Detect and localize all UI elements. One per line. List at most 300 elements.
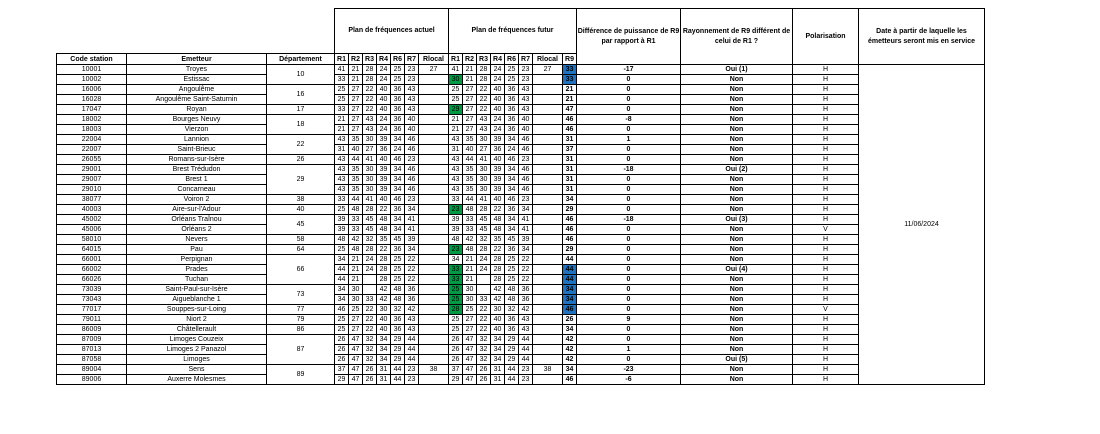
code-station-cell: 10001 <box>57 65 127 75</box>
futur-freq-cell: 25 <box>505 65 519 75</box>
rayonnement-cell: Non <box>681 95 793 105</box>
futur-freq-cell: 23 <box>519 195 533 205</box>
date-service-cell: 11/06/2024 <box>859 65 985 385</box>
table-row <box>57 125 985 135</box>
futur-r9-cell: 42 <box>563 335 577 345</box>
rayonnement-cell: Non <box>681 205 793 215</box>
actuel-freq-cell: 36 <box>405 295 419 305</box>
futur-freq-cell <box>533 165 563 175</box>
actuel-freq-cell: 37 <box>335 365 349 375</box>
futur-r9-cell: 21 <box>563 85 577 95</box>
rayonnement-cell: Non <box>681 255 793 265</box>
futur-freq-cell: 35 <box>463 165 477 175</box>
polarisation-cell: H <box>793 205 859 215</box>
code-station-cell: 18002 <box>57 115 127 125</box>
actuel-freq-cell: 43 <box>335 165 349 175</box>
futur-freq-cell: 44 <box>463 155 477 165</box>
actuel-freq-cell <box>419 265 449 275</box>
rayonnement-cell: Non <box>681 185 793 195</box>
futur-freq-cell: 46 <box>519 175 533 185</box>
difference-cell: 0 <box>577 305 681 315</box>
futur-freq-cell: 34 <box>449 255 463 265</box>
header-futur-r2: R2 <box>463 54 477 65</box>
actuel-freq-cell: 34 <box>377 345 391 355</box>
futur-freq-cell: 28 <box>477 205 491 215</box>
actuel-freq-cell: 33 <box>349 225 363 235</box>
actuel-freq-cell: 47 <box>349 375 363 385</box>
table-row <box>57 315 985 325</box>
code-station-cell: 16006 <box>57 85 127 95</box>
actuel-freq-cell <box>363 285 377 295</box>
futur-freq-cell <box>533 375 563 385</box>
futur-r9-cell: 31 <box>563 135 577 145</box>
futur-freq-cell <box>533 315 563 325</box>
rayonnement-cell: Oui (4) <box>681 265 793 275</box>
departement-cell: 58 <box>267 235 335 245</box>
futur-freq-cell: 33 <box>477 295 491 305</box>
futur-freq-cell: 42 <box>463 235 477 245</box>
actuel-freq-cell: 27 <box>363 145 377 155</box>
actuel-freq-cell: 43 <box>363 125 377 135</box>
code-station-cell: 58010 <box>57 235 127 245</box>
futur-freq-cell: 45 <box>477 225 491 235</box>
departement-cell: 79 <box>267 315 335 325</box>
futur-freq-cell <box>533 85 563 95</box>
actuel-freq-cell: 25 <box>391 265 405 275</box>
actuel-freq-cell: 42 <box>377 285 391 295</box>
futur-freq-cell: 27 <box>463 115 477 125</box>
code-station-cell: 29007 <box>57 175 127 185</box>
rayonnement-cell: Non <box>681 285 793 295</box>
futur-freq-cell: 28 <box>477 65 491 75</box>
futur-freq-cell: 28 <box>491 265 505 275</box>
rayonnement-cell: Non <box>681 145 793 155</box>
futur-r9-cell: 46 <box>563 225 577 235</box>
actuel-freq-cell: 48 <box>377 225 391 235</box>
actuel-freq-cell <box>419 345 449 355</box>
futur-freq-cell: 42 <box>491 285 505 295</box>
futur-freq-cell: 25 <box>449 315 463 325</box>
actuel-freq-cell: 24 <box>391 145 405 155</box>
actuel-freq-cell <box>419 105 449 115</box>
futur-freq-cell: 46 <box>519 135 533 145</box>
futur-freq-cell: 40 <box>519 125 533 135</box>
actuel-freq-cell: 35 <box>349 185 363 195</box>
table-row <box>57 305 985 315</box>
actuel-freq-cell: 23 <box>405 375 419 385</box>
emetteur-cell: Estissac <box>127 75 267 85</box>
polarisation-cell: H <box>793 95 859 105</box>
actuel-freq-cell: 39 <box>377 165 391 175</box>
rayonnement-cell: Non <box>681 335 793 345</box>
futur-freq-cell: 21 <box>463 75 477 85</box>
actuel-freq-cell: 34 <box>391 215 405 225</box>
actuel-freq-cell <box>419 225 449 235</box>
actuel-freq-cell: 40 <box>405 115 419 125</box>
futur-freq-cell: 36 <box>505 105 519 115</box>
futur-freq-cell: 25 <box>463 305 477 315</box>
actuel-freq-cell: 41 <box>363 155 377 165</box>
futur-r9-cell: 26 <box>563 315 577 325</box>
futur-freq-cell: 44 <box>519 355 533 365</box>
polarisation-cell: H <box>793 155 859 165</box>
emetteur-cell: Angoulême <box>127 85 267 95</box>
code-station-cell: 77017 <box>57 305 127 315</box>
emetteur-cell: Limoges Couzeix <box>127 335 267 345</box>
polarisation-cell: H <box>793 275 859 285</box>
futur-freq-cell: 35 <box>491 235 505 245</box>
emetteur-cell: Sens <box>127 365 267 375</box>
actuel-freq-cell: 44 <box>391 365 405 375</box>
actuel-freq-cell: 25 <box>391 255 405 265</box>
futur-r9-cell: 46 <box>563 125 577 135</box>
futur-r9-cell: 46 <box>563 305 577 315</box>
header-actuel-r4: R4 <box>377 54 391 65</box>
futur-freq-cell: 28 <box>477 75 491 85</box>
futur-freq-cell: 38 <box>533 365 563 375</box>
actuel-freq-cell: 41 <box>335 65 349 75</box>
futur-freq-cell: 40 <box>463 145 477 155</box>
actuel-freq-cell: 26 <box>335 335 349 345</box>
futur-freq-cell: 24 <box>491 75 505 85</box>
rayonnement-cell: Non <box>681 315 793 325</box>
futur-freq-cell: 24 <box>477 255 491 265</box>
futur-freq-cell: 45 <box>477 215 491 225</box>
difference-cell: 0 <box>577 205 681 215</box>
futur-freq-cell: 32 <box>477 345 491 355</box>
futur-r9-cell: 29 <box>563 245 577 255</box>
actuel-freq-cell: 30 <box>363 135 377 145</box>
futur-freq-cell: 33 <box>449 265 463 275</box>
futur-freq-cell: 29 <box>505 345 519 355</box>
futur-freq-cell: 26 <box>477 375 491 385</box>
difference-cell: 0 <box>577 285 681 295</box>
futur-freq-cell: 27 <box>477 145 491 155</box>
actuel-freq-cell: 44 <box>349 195 363 205</box>
difference-cell: 1 <box>577 345 681 355</box>
actuel-freq-cell: 44 <box>335 275 349 285</box>
actuel-freq-cell: 43 <box>405 85 419 95</box>
header-futur-r6: R6 <box>505 54 519 65</box>
rayonnement-cell: Non <box>681 85 793 95</box>
futur-freq-cell: 39 <box>449 225 463 235</box>
departement-cell: 86 <box>267 325 335 335</box>
futur-r9-cell: 29 <box>563 205 577 215</box>
futur-freq-cell <box>533 195 563 205</box>
actuel-freq-cell: 22 <box>363 95 377 105</box>
actuel-freq-cell: 28 <box>377 275 391 285</box>
futur-freq-cell: 47 <box>463 365 477 375</box>
actuel-freq-cell: 45 <box>363 215 377 225</box>
futur-freq-cell: 41 <box>519 215 533 225</box>
actuel-freq-cell: 42 <box>349 235 363 245</box>
table-row <box>57 295 985 305</box>
polarisation-cell: H <box>793 365 859 375</box>
futur-freq-cell: 34 <box>505 165 519 175</box>
header-actuel-rlocal: Rlocal <box>419 54 449 65</box>
futur-freq-cell: 43 <box>449 165 463 175</box>
futur-freq-cell: 30 <box>477 165 491 175</box>
actuel-freq-cell: 21 <box>349 65 363 75</box>
actuel-freq-cell: 30 <box>377 305 391 315</box>
actuel-freq-cell: 46 <box>405 165 419 175</box>
actuel-freq-cell: 36 <box>391 315 405 325</box>
code-station-cell: 64015 <box>57 245 127 255</box>
rayonnement-cell: Non <box>681 365 793 375</box>
emetteur-cell: Nevers <box>127 235 267 245</box>
difference-cell: 0 <box>577 155 681 165</box>
futur-r9-cell: 34 <box>563 295 577 305</box>
actuel-freq-cell: 43 <box>335 155 349 165</box>
actuel-freq-cell: 34 <box>405 205 419 215</box>
polarisation-cell: H <box>793 75 859 85</box>
difference-cell: -6 <box>577 375 681 385</box>
futur-freq-cell: 23 <box>449 245 463 255</box>
difference-cell: 0 <box>577 265 681 275</box>
actuel-freq-cell: 32 <box>363 345 377 355</box>
futur-r9-cell: 33 <box>563 75 577 85</box>
actuel-freq-cell <box>419 145 449 155</box>
futur-r9-cell: 44 <box>563 275 577 285</box>
actuel-freq-cell: 36 <box>391 95 405 105</box>
actuel-freq-cell: 24 <box>377 75 391 85</box>
futur-r9-cell: 37 <box>563 145 577 155</box>
futur-freq-cell: 30 <box>463 285 477 295</box>
actuel-freq-cell: 28 <box>363 75 377 85</box>
table-row <box>57 185 985 195</box>
difference-cell: -23 <box>577 365 681 375</box>
code-station-cell: 45006 <box>57 225 127 235</box>
actuel-freq-cell: 39 <box>377 175 391 185</box>
actuel-freq-cell: 36 <box>391 85 405 95</box>
actuel-freq-cell: 48 <box>349 205 363 215</box>
polarisation-cell: H <box>793 325 859 335</box>
code-station-cell: 29001 <box>57 165 127 175</box>
actuel-freq-cell: 43 <box>405 315 419 325</box>
futur-freq-cell <box>533 345 563 355</box>
code-station-cell: 45002 <box>57 215 127 225</box>
emetteur-cell: Niort 2 <box>127 315 267 325</box>
futur-r9-cell: 46 <box>563 215 577 225</box>
futur-freq-cell: 43 <box>449 185 463 195</box>
difference-cell: 0 <box>577 85 681 95</box>
difference-cell: 0 <box>577 255 681 265</box>
polarisation-cell: H <box>793 85 859 95</box>
futur-freq-cell: 23 <box>519 155 533 165</box>
rayonnement-cell: Non <box>681 245 793 255</box>
actuel-freq-cell: 29 <box>391 355 405 365</box>
actuel-freq-cell <box>363 275 377 285</box>
actuel-freq-cell <box>419 245 449 255</box>
actuel-freq-cell: 43 <box>363 115 377 125</box>
actuel-freq-cell: 35 <box>349 175 363 185</box>
futur-freq-cell: 30 <box>491 305 505 315</box>
code-station-cell: 66026 <box>57 275 127 285</box>
polarisation-cell: H <box>793 65 859 75</box>
futur-freq-cell: 47 <box>463 375 477 385</box>
polarisation-cell: H <box>793 255 859 265</box>
futur-freq-cell: 44 <box>463 195 477 205</box>
futur-freq-cell: 21 <box>449 125 463 135</box>
futur-freq-cell: 26 <box>449 345 463 355</box>
actuel-freq-cell: 28 <box>363 65 377 75</box>
actuel-freq-cell: 48 <box>335 235 349 245</box>
futur-freq-cell <box>533 145 563 155</box>
futur-freq-cell: 39 <box>449 215 463 225</box>
actuel-freq-cell: 23 <box>405 365 419 375</box>
emetteur-cell: Orléans Traînou <box>127 215 267 225</box>
futur-freq-cell: 48 <box>491 215 505 225</box>
actuel-freq-cell: 48 <box>391 295 405 305</box>
actuel-freq-cell: 21 <box>349 275 363 285</box>
table-row <box>57 235 985 245</box>
futur-freq-cell: 34 <box>505 175 519 185</box>
header-actuel-r2: R2 <box>349 54 363 65</box>
futur-freq-cell <box>533 325 563 335</box>
actuel-freq-cell: 25 <box>335 315 349 325</box>
polarisation-cell: H <box>793 195 859 205</box>
futur-r9-cell: 31 <box>563 155 577 165</box>
table-row <box>57 265 985 275</box>
code-station-cell: 16028 <box>57 95 127 105</box>
actuel-freq-cell: 25 <box>335 205 349 215</box>
futur-freq-cell: 22 <box>477 325 491 335</box>
polarisation-cell: H <box>793 295 859 305</box>
header-difference: Différence de puissance de R9 par rapport à R1 <box>577 9 681 65</box>
futur-freq-cell: 30 <box>463 295 477 305</box>
actuel-freq-cell <box>419 255 449 265</box>
futur-freq-cell: 44 <box>519 345 533 355</box>
actuel-freq-cell: 22 <box>363 315 377 325</box>
actuel-freq-cell: 33 <box>335 75 349 85</box>
actuel-freq-cell: 41 <box>405 215 419 225</box>
futur-freq-cell: 26 <box>449 335 463 345</box>
actuel-freq-cell: 40 <box>349 145 363 155</box>
futur-freq-cell <box>533 95 563 105</box>
futur-freq-cell: 24 <box>477 265 491 275</box>
rayonnement-cell: Non <box>681 325 793 335</box>
futur-freq-cell: 28 <box>491 275 505 285</box>
actuel-freq-cell: 39 <box>335 215 349 225</box>
futur-freq-cell: 34 <box>519 205 533 215</box>
table-row <box>57 215 985 225</box>
code-station-cell: 87009 <box>57 335 127 345</box>
futur-freq-cell: 25 <box>449 295 463 305</box>
futur-freq-cell: 47 <box>463 345 477 355</box>
departement-cell: 18 <box>267 115 335 135</box>
actuel-freq-cell: 39 <box>335 225 349 235</box>
actuel-freq-cell: 25 <box>335 85 349 95</box>
rayonnement-cell: Non <box>681 75 793 85</box>
actuel-freq-cell: 34 <box>405 245 419 255</box>
futur-freq-cell: 48 <box>463 205 477 215</box>
actuel-freq-cell: 33 <box>335 105 349 115</box>
actuel-freq-cell: 40 <box>377 325 391 335</box>
polarisation-cell: V <box>793 225 859 235</box>
futur-freq-cell <box>533 355 563 365</box>
table-row <box>57 95 985 105</box>
actuel-freq-cell: 31 <box>377 365 391 375</box>
difference-cell: 0 <box>577 75 681 85</box>
code-station-cell: 66001 <box>57 255 127 265</box>
code-station-cell: 66002 <box>57 265 127 275</box>
polarisation-cell: V <box>793 305 859 315</box>
actuel-freq-cell: 39 <box>405 235 419 245</box>
futur-freq-cell: 31 <box>491 375 505 385</box>
table-row <box>57 325 985 335</box>
actuel-freq-cell: 47 <box>349 365 363 375</box>
futur-r9-cell: 42 <box>563 355 577 365</box>
futur-freq-cell: 25 <box>505 265 519 275</box>
futur-freq-cell: 23 <box>449 205 463 215</box>
table-row <box>57 375 985 385</box>
futur-r9-cell: 31 <box>563 165 577 175</box>
actuel-freq-cell: 27 <box>349 85 363 95</box>
actuel-freq-cell: 44 <box>349 155 363 165</box>
code-station-cell: 17047 <box>57 105 127 115</box>
rayonnement-cell: Non <box>681 235 793 245</box>
table-row <box>57 335 985 345</box>
table-row <box>57 285 985 295</box>
actuel-freq-cell <box>419 155 449 165</box>
actuel-freq-cell: 26 <box>335 355 349 365</box>
futur-freq-cell: 43 <box>519 85 533 95</box>
difference-cell: 0 <box>577 325 681 335</box>
rayonnement-cell: Non <box>681 345 793 355</box>
futur-freq-cell: 22 <box>491 205 505 215</box>
futur-freq-cell: 27 <box>533 65 563 75</box>
rayonnement-cell: Oui (5) <box>681 355 793 365</box>
futur-freq-cell: 30 <box>449 75 463 85</box>
header-futur-r1: R1 <box>449 54 463 65</box>
futur-freq-cell: 36 <box>491 145 505 155</box>
actuel-freq-cell: 30 <box>349 295 363 305</box>
actuel-freq-cell: 30 <box>363 175 377 185</box>
header-actuel-r6: R6 <box>391 54 405 65</box>
futur-freq-cell: 30 <box>477 135 491 145</box>
actuel-freq-cell: 32 <box>391 305 405 315</box>
futur-freq-cell: 45 <box>505 235 519 245</box>
actuel-freq-cell: 25 <box>335 325 349 335</box>
futur-freq-cell: 47 <box>463 355 477 365</box>
code-station-cell: 87058 <box>57 355 127 365</box>
actuel-freq-cell <box>419 115 449 125</box>
emetteur-cell: Concarneau <box>127 185 267 195</box>
actuel-freq-cell: 28 <box>377 265 391 275</box>
futur-freq-cell: 31 <box>449 145 463 155</box>
futur-freq-cell: 48 <box>449 235 463 245</box>
futur-freq-cell: 26 <box>449 355 463 365</box>
difference-cell: 0 <box>577 185 681 195</box>
difference-cell: 0 <box>577 125 681 135</box>
emetteur-cell: Saint-Brieuc <box>127 145 267 155</box>
emetteur-cell: Romans-sur-Isère <box>127 155 267 165</box>
futur-freq-cell: 25 <box>449 325 463 335</box>
polarisation-cell: H <box>793 145 859 155</box>
futur-freq-cell: 34 <box>505 135 519 145</box>
polarisation-cell: H <box>793 105 859 115</box>
futur-freq-cell: 24 <box>505 145 519 155</box>
difference-cell: -18 <box>577 215 681 225</box>
futur-freq-cell <box>533 235 563 245</box>
emetteur-cell: Angoulême Saint-Saturnin <box>127 95 267 105</box>
futur-freq-cell: 25 <box>449 85 463 95</box>
actuel-freq-cell: 46 <box>405 145 419 155</box>
actuel-freq-cell: 22 <box>363 85 377 95</box>
actuel-freq-cell <box>419 205 449 215</box>
difference-cell: 0 <box>577 295 681 305</box>
actuel-freq-cell: 43 <box>405 95 419 105</box>
